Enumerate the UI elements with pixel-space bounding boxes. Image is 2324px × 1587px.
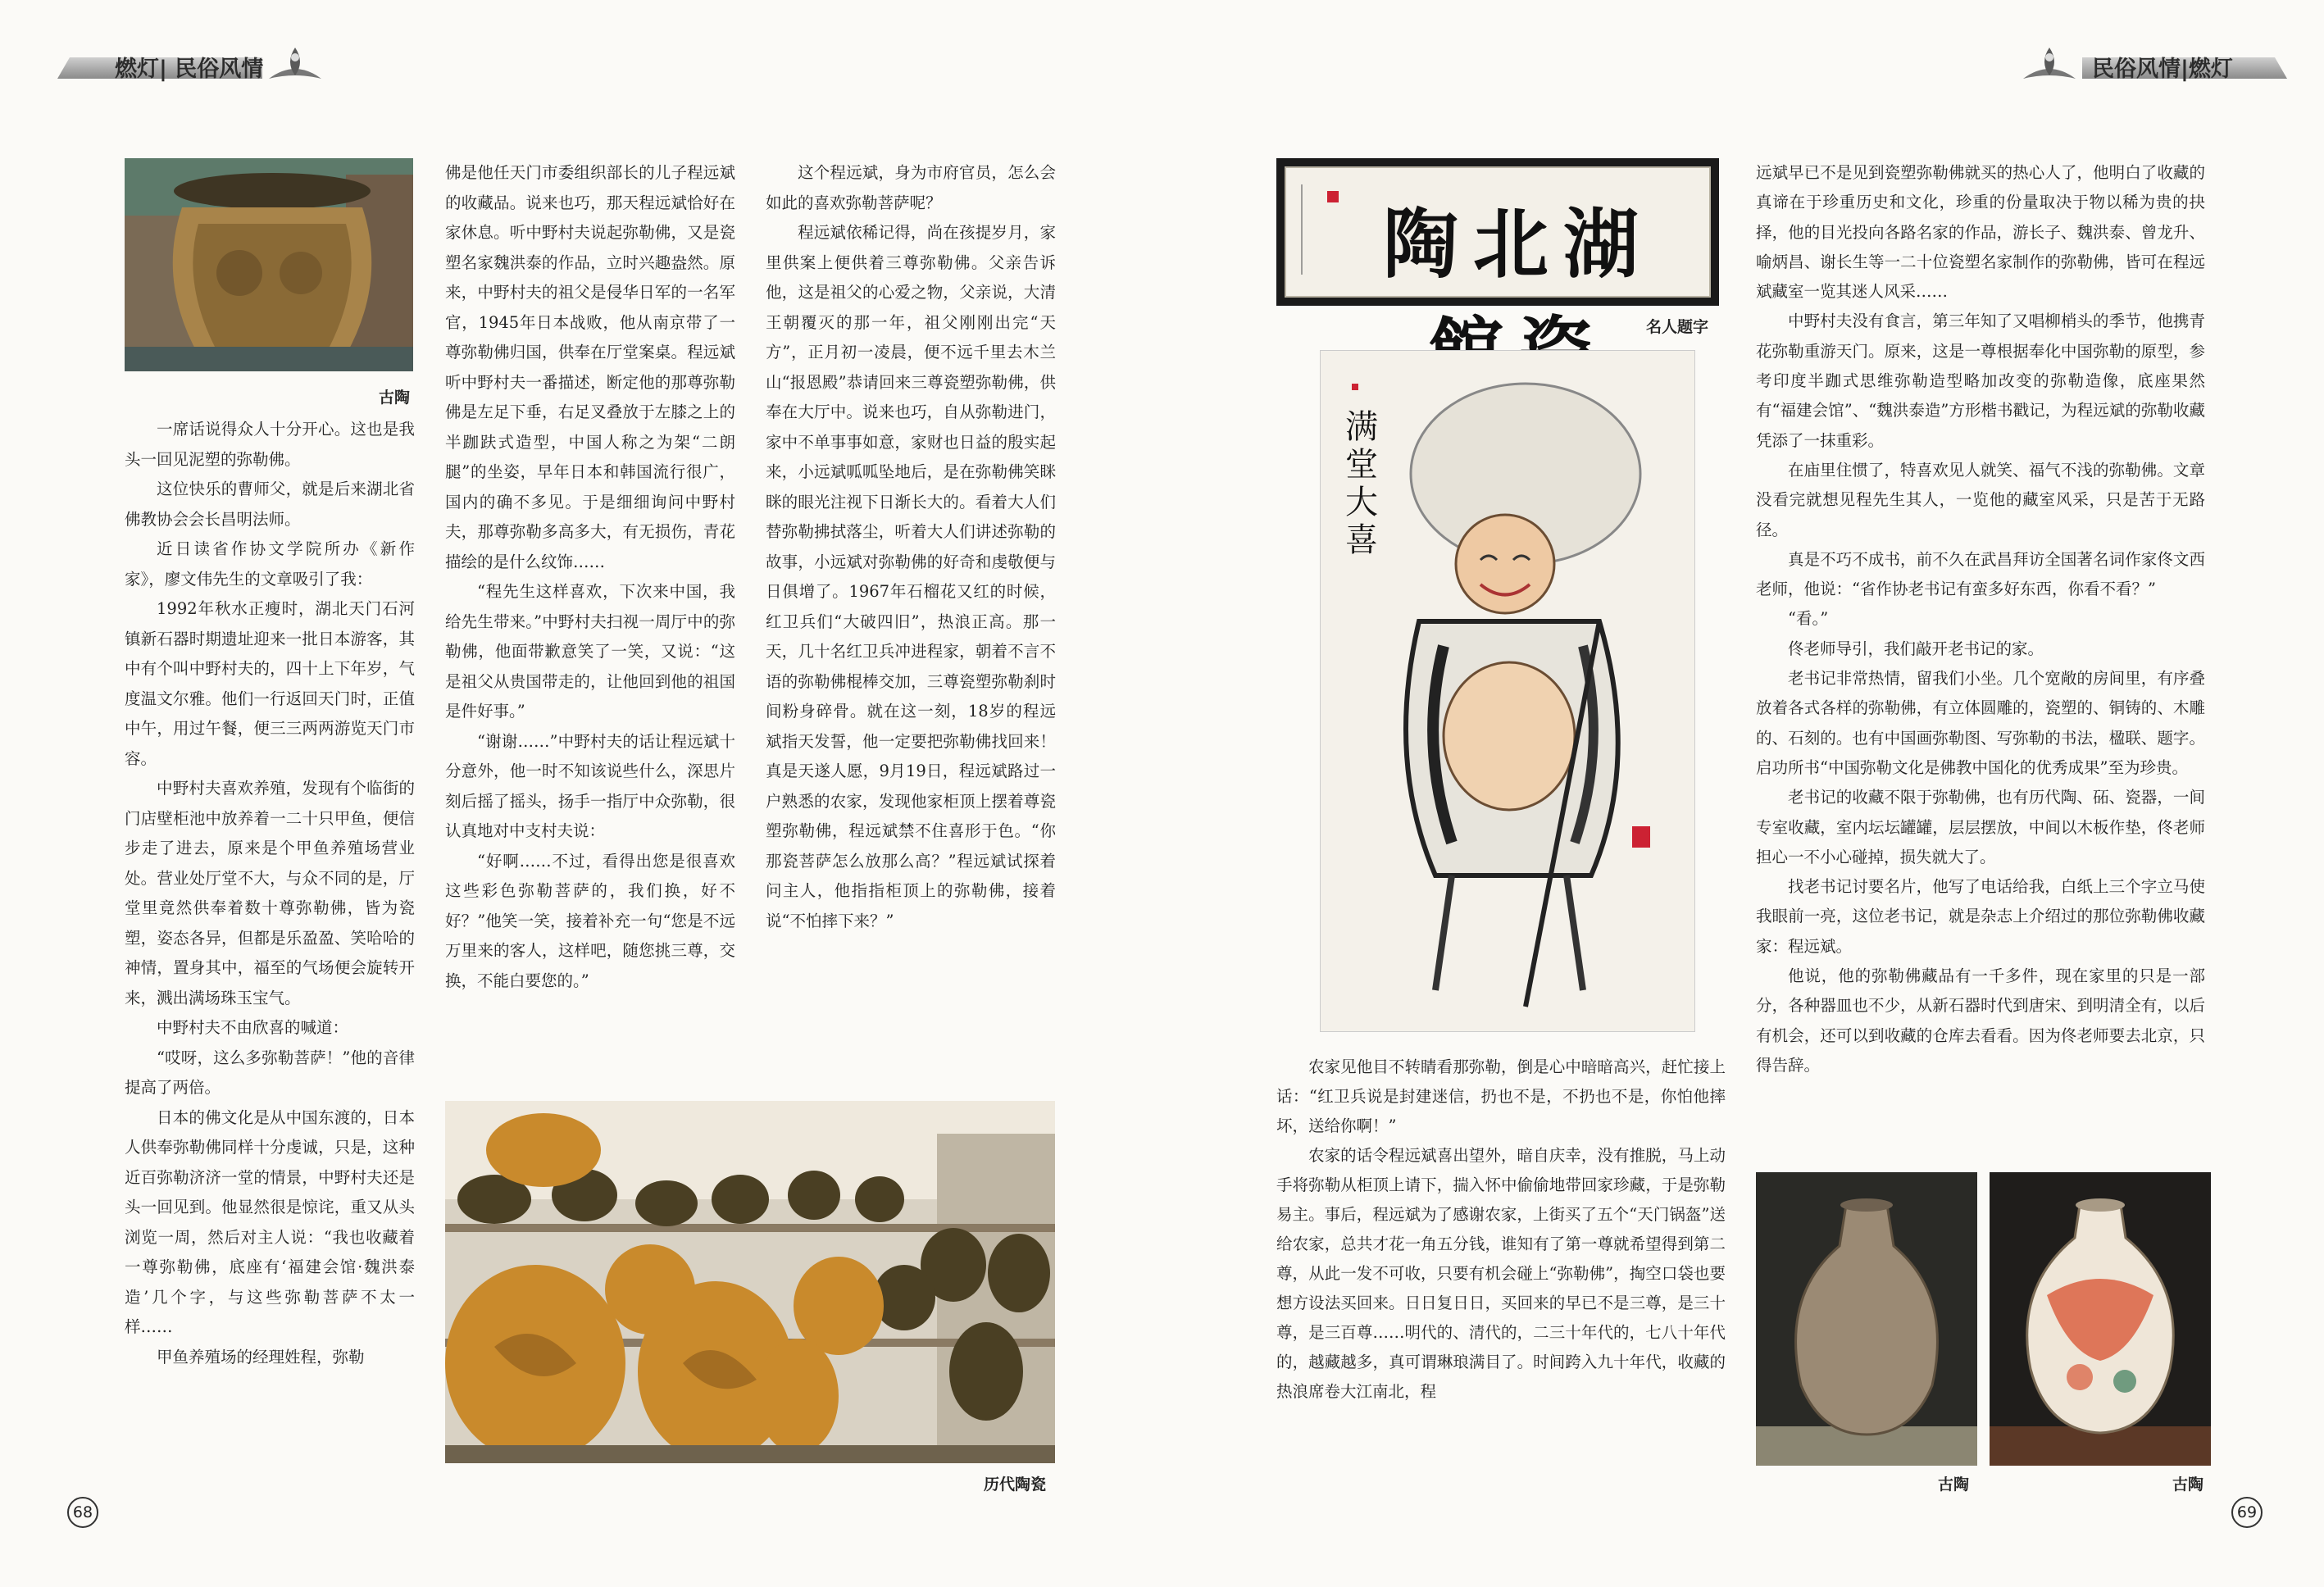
historic-porcelain-photo (445, 1101, 1055, 1463)
paragraph: 老书记的收藏不限于弥勒佛，也有历代陶、砳、瓷器，一间专室收藏，室内坛坛罐罐，层层摆放，中间以木板作垫，佟老师担心一不小心碰掉，损失就大了。 (1756, 788, 2205, 866)
paragraph: 远斌早已不是见到瓷塑弥勒佛就买的热心人了，他明白了收藏的真谛在于珍重历史和文化，珍重的份量取决于物以稀为贵的抉择，他的目光投向各路名家的作品，游长子、魏洪泰、曾龙升、喻炳昌、谢长生等一二十位瓷塑名家制作的弥勒佛，皆可在程远斌藏室一览其迷人风采…… (1756, 163, 2205, 302)
text-column-3 (766, 158, 1056, 936)
right-header-title: 民俗风情|燃灯 (2092, 57, 2233, 82)
paragraph: 程远斌依稀记得，尚在孩提岁月，家里供案上便供着三尊弥勒佛。父亲告诉他，这是祖父的心爱之物，父亲说，大清王朝覆灭的那一年，祖父刚刚出完“天方”，正月初一凌晨，便不远千里去木兰山“报恩殿”恭请回来三尊瓷塑弥勒佛，供奉在大厅中。说来也巧，自从弥勒进门，家中不单事事如意，家财也日益的殷实起来，小远斌呱呱坠地后，是在弥勒佛笑眯眯的眼光注视下日渐长大的。看着大人们替弥勒拂拭落尘，听着大人们讲述弥勒的故事，小远斌对弥勒佛的好奇和虔敬便与日俱增了。1967年石榴花又红的时候，红卫兵们“大破四旧”，热浪正高。那一天，几十名红卫兵冲进程家，朝着不言不语的弥勒佛棍棒交加，三尊瓷塑弥勒刹时间粉身碎骨。就在这一刻，18岁的程远斌指天发誓，他一定要把弥勒佛找回来！真是天遂人愿，9月19日，程远斌路过一户熟悉的农家，发现他家柜顶上摆着尊瓷塑弥勒佛，程远斌禁不住喜形于色。“你那瓷菩萨怎么放那么高？”程远斌试探着问主人，他指指柜顶上的弥勒佛，接着说“不怕摔下来？” (766, 223, 1056, 930)
lotus-ornament-icon (262, 43, 328, 89)
paragraph: 中野村夫没有食言，第三年知了又唱柳梢头的季节，他携青花弥勒重游天门。原来，这是一尊根据奉化中国弥勒的原型，参考印度半跏式思维弥勒造型略加改变的弥勒造像，底座果然有“福建会馆”、“魏洪泰造”方形楷书戳记，为程远斌的弥勒收藏凭添了一抹重彩。 (1756, 311, 2205, 450)
paragraph: 中野村夫不由欣喜的喊道： (157, 1018, 349, 1037)
paragraph: 1992年秋水正瘦时，湖北天门石河镇新石器时期遗址迎来一批日本游客，其中有个叫中野村夫的，四十上下年岁，气度温文尔雅。他们一行返回天门时，正值中午，用过午餐，便三三两两游览天门市容。 (125, 599, 415, 768)
caption-celebrity-inscription: 名人题字 (1646, 318, 1709, 336)
caption-pottery-bottom-right: 古陶 (2172, 1476, 2204, 1494)
text-column-2 (445, 158, 735, 996)
page-number-left: 68 (67, 1497, 98, 1528)
paragraph: “程先生这样喜欢，下次来中国，我给先生带来。”中野村夫扫视一周厅中的弥勒佛，他面带歉意笑了一笑，又说：“这是祖父从贵国带走的，让他回到他的祖国是件好事。” (445, 582, 735, 721)
paragraph: 找老书记讨要名片，他写了电话给我，白纸上三个字立马使我眼前一亮，这位老书记，就是杂志上介绍过的那位弥勒佛收藏家：程远斌。 (1756, 877, 2205, 956)
paragraph: 农家见他目不转睛看那弥勒，倒是心中暗暗高兴，赶忙接上话：“红卫兵说是封建迷信，扔也不是，不扔也不是，你怕他摔坏，送给你啊！” (1276, 1057, 1726, 1135)
caption-ancient-pottery: 古陶 (379, 389, 411, 407)
pottery-vase-photo-left (1756, 1172, 1977, 1466)
text-wide-block (1276, 1053, 1726, 1407)
paragraph: 佛是他任天门市委组织部长的儿子程远斌的收藏品。说来也巧，那天程远斌恰好在家休息。听中野村夫说起弥勒佛，又是瓷塑名家魏洪泰的作品，立时兴趣盎然。原来，中野村夫的祖父是侵华日军的一名军官，1945年日本战败，他从南京带了一尊弥勒佛归国，供奉在厅堂案桌。程远斌听中野村夫一番描述，断定他的那尊弥勒佛是左足下垂，右足叉叠放于左膝之上的半跏趺式造型，中国人称之为架“二朗腿”的坐姿，早年日本和韩国流行很广，国内的确不多见。于是细细询问中野村夫，那尊弥勒多高多大，有无损伤，青花描绘的是什么纹饰…… (445, 163, 735, 571)
buddha-painting-inscription: 满堂大喜 (1345, 408, 1378, 559)
paragraph: “哎呀，这么多弥勒菩萨！”他的音律提高了两倍。 (125, 1048, 415, 1097)
paragraph: 一席话说得众人十分开心。这也是我头一回见泥塑的弥勒佛。 (125, 420, 415, 469)
page-number-right: 69 (2231, 1497, 2263, 1528)
left-header (57, 43, 328, 87)
paragraph: 真是不巧不成书，前不久在武昌拜访全国著名词作家佟文西老师，他说：“省作协老书记有蛮多好东西，你看不看？” (1756, 549, 2205, 599)
text-column-1 (125, 415, 415, 1372)
paragraph: “好啊……不过，看得出您是很喜欢这些彩色弥勒菩萨的，我们换，好不好？”他笑一笑，接着补充一句“您是不远万里来的客人，这样吧，随您挑三尊，交换，不能白要您的。” (445, 851, 735, 990)
paragraph: 日本的佛文化是从中国东渡的，日本人供奉弥勒佛同样十分虔诚，只是，这种近百弥勒济济一堂的情景，中野村夫还是头一回见到。他显然很是惊诧，重又从头浏览一周，然后对主人说：“我也收藏着一尊弥勒佛，底座有‘福建会馆·魏洪泰造’几个字，与这些弥勒菩萨不太一样…… (125, 1107, 415, 1336)
paragraph: 他说，他的弥勒佛藏品有一千多件，现在家里的只是一部分，各种器皿也不少，从新石器时代到唐宋、到明清全有，以后有机会，还可以到收藏的仓库去看看。因为佟老师要去北京，只得告辞。 (1756, 966, 2205, 1075)
paragraph: 近日读省作协文学院所办《新作家》，廖文伟先生的文章吸引了我： (125, 539, 415, 589)
ancient-pottery-photo (125, 158, 413, 371)
calligraphy-banner (1276, 158, 1719, 306)
paragraph: 农家的话令程远斌喜出望外，暗自庆幸，没有推脱，马上动手将弥勒从柜顶上请下，揣入怀中偷偷地带回家珍藏，于是弥勒易主。事后，程远斌为了感谢农家，上街买了五个“天门锅盔”送给农家，总共才花一角五分钱，谁知有了第一尊就希望得到第二尊，从此一发不可收，只要有机会碰上“弥勒佛”，掏空口袋也要想方设法买回来。日日复日日，买回来的早已不是三尊，是三十尊，是三百尊……明代的、清代的，二三十年代的，七八十年代的，越藏越多，真可谓琳琅满目了。时间跨入九十年代，收藏的热浪席卷大江南北，程 (1276, 1146, 1726, 1401)
caption-historic-porcelain: 历代陶瓷 (984, 1476, 1047, 1494)
paragraph: 在庙里住惯了，特喜欢见人就笑、福气不浅的弥勒佛。文章没看完就想见程先生其人，一览他的藏室风采，只是苦于无路径。 (1756, 460, 2205, 539)
lotus-ornament-icon (2017, 43, 2082, 89)
paragraph: 佟老师导引，我们敲开老书记的家。 (1788, 639, 2044, 658)
paragraph: 老书记非常热情，留我们小坐。几个宽敞的房间里，有序叠放着各式各样的弥勒佛，有立体圆雕的，瓷塑的、铜铸的、木雕的、石刻的。也有中国画弥勒图、写弥勒的书法，楹联、题字。启功所书“中国弥勒文化是佛教中国化的优秀成果”至为珍贵。 (1756, 669, 2205, 777)
pottery-vase-photo-right (1990, 1172, 2211, 1466)
paragraph: “看。” (1788, 609, 1829, 629)
calligraphy-banner-text: 湖北陶 (1382, 200, 1653, 289)
caption-pottery-bottom-left: 古陶 (1938, 1476, 1970, 1494)
text-column-4 (1756, 158, 2205, 1080)
laughing-buddha-painting (1320, 350, 1695, 1032)
left-header-title: 燃灯| 民俗风情 (115, 57, 264, 82)
paragraph: 这位快乐的曹师父，就是后来湖北省佛教协会会长昌明法师。 (125, 480, 415, 529)
right-header (2017, 43, 2295, 87)
paragraph: 中野村夫喜欢养殖，发现有个临街的门店壁柜池中放养着一二十只甲鱼，便信步走了进去，原来是个甲鱼养殖场营业处。营业处厅堂不大，与众不同的是，厅堂里竟然供奉着数十尊弥勒佛，皆为瓷塑，姿态各异，但都是乐盈盈、笑哈哈的神情，置身其中，福至的气场便会旋转开来，溅出满场珠玉宝气。 (125, 779, 415, 1007)
paragraph: 甲鱼养殖场的经理姓程，弥勒 (157, 1347, 365, 1366)
paragraph: 这个程远斌，身为市府官员，怎么会如此的喜欢弥勒菩萨呢？ (766, 163, 1056, 212)
paragraph: “谢谢……”中野村夫的话让程远斌十分意外，他一时不知该说些什么，深思片刻后摇了摇头，扬手一指厅中众弥勒，很认真地对中支村夫说： (445, 731, 735, 840)
